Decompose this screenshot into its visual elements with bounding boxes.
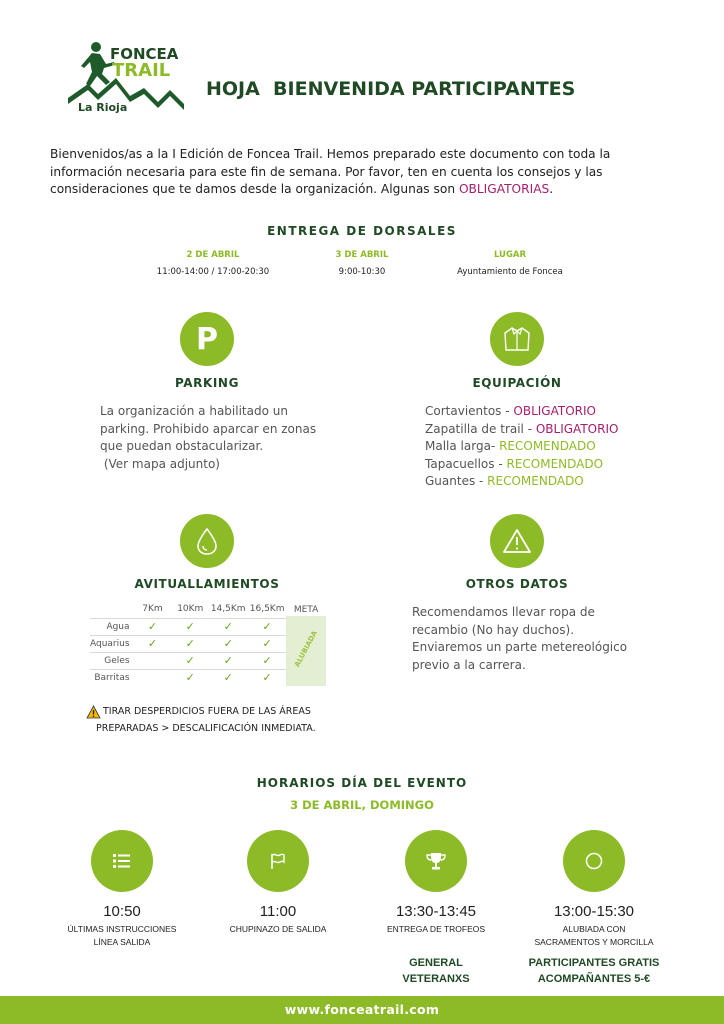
footer-bar — [0, 996, 724, 1024]
intro-end: . — [549, 182, 554, 196]
logo — [66, 38, 186, 122]
parking-text — [100, 403, 350, 473]
check-cell: ✓ — [133, 618, 173, 635]
event-desc: ENTREGA DE TROFEOS — [386, 924, 486, 934]
column-header: 14,5Km — [210, 604, 246, 615]
equipacion-item: Zapatilla de trail - OBLIGATORIO — [425, 421, 619, 436]
event-extra: GENERAL VETERANXS — [402, 957, 470, 985]
jacket-icon — [490, 312, 544, 366]
alert-icon — [490, 514, 544, 568]
horarios-title: HORARIOS DÍA DEL EVENTO — [256, 776, 468, 790]
flag-icon — [247, 830, 309, 892]
row-label: Aquarius — [90, 635, 133, 652]
check-cell: ✓ — [208, 669, 248, 686]
event-time: 13:00-15:30 — [553, 903, 635, 920]
otros-title: OTROS DATOS — [465, 577, 569, 591]
logo-trail: TRAIL — [112, 60, 171, 81]
check-cell: ✓ — [248, 669, 286, 686]
otros-line: Recomendamos llevar ropa de — [412, 605, 595, 619]
equipacion-item: Tapacuellos - RECOMENDADO — [425, 456, 604, 471]
equipacion-title: EQUIPACIÓN — [472, 376, 562, 390]
column-header: META — [293, 604, 319, 615]
intro-paragraph — [50, 146, 680, 199]
check-cell: ✓ — [208, 618, 248, 635]
check-cell: ✓ — [172, 669, 208, 686]
equipacion-item: Malla larga- RECOMENDADO — [425, 439, 596, 453]
table-row — [90, 669, 326, 686]
dorsales-title: ENTREGA DE DORSALES — [267, 224, 457, 238]
row-label: Agua — [90, 618, 133, 635]
dorsales-head: 3 DE ABRIL — [335, 250, 389, 260]
dorsales-col-2 — [302, 250, 422, 277]
column-header: 16,5Km — [249, 604, 285, 615]
check-cell: ✓ — [248, 652, 286, 669]
check-cell: ✓ — [248, 635, 286, 652]
check-cell — [133, 652, 173, 669]
check-cell: ✓ — [133, 635, 173, 652]
event-desc: ALUBIADA CON SACRAMENTOS Y MORCILLA — [534, 924, 654, 947]
dorsales-head: LUGAR — [493, 250, 527, 260]
otros-text — [412, 604, 692, 674]
intro-text: Bienvenidos/as a la I Edición de Foncea Trail. Hemos preparado este documento con toda la información necesaria para este fin de semana. Por favor, ten en cuenta los consejos y las consideraciones que te damos desde la organización. Algunas son — [50, 147, 611, 196]
dorsales-col-3 — [440, 250, 580, 277]
otros-line: Enviaremos un parte metereológico — [412, 640, 628, 654]
avituallamientos-title: AVITUALLAMIENTOS — [134, 577, 280, 591]
equipacion-item: Guantes - RECOMENDADO — [425, 474, 584, 488]
plate-icon — [563, 830, 625, 892]
event-time: 11:00 — [259, 903, 297, 920]
dorsales-head: 2 DE ABRIL — [186, 250, 240, 260]
row-label: Geles — [90, 652, 133, 669]
check-cell: ✓ — [248, 618, 286, 635]
page-title: HOJA BIENVENIDA PARTICIPANTES — [206, 78, 576, 100]
check-cell — [133, 669, 173, 686]
water-drop-icon — [180, 514, 234, 568]
trophy-icon — [405, 830, 467, 892]
check-cell: ✓ — [208, 635, 248, 652]
event-desc: ÚLTIMAS INSTRUCCIONES LÍNEA SALIDA — [67, 924, 177, 947]
dorsales-value: Ayuntamiento de Foncea — [457, 267, 563, 277]
list-icon — [91, 830, 153, 892]
dorsales-value: 11:00-14:00 / 17:00-20:30 — [156, 267, 270, 277]
parking-icon — [180, 312, 234, 366]
table-row — [90, 635, 326, 652]
logo-region: La Rioja — [78, 101, 128, 114]
check-cell: ✓ — [208, 652, 248, 669]
avituallamientos-table — [90, 601, 326, 686]
check-cell: ✓ — [172, 635, 208, 652]
check-cell: ✓ — [172, 618, 208, 635]
warning-icon — [86, 705, 101, 719]
warning-line: TIRAR DESPERDICIOS FUERA DE LAS ÁREAS — [103, 706, 311, 717]
parking-line: (Ver mapa adjunto) — [100, 456, 220, 471]
event-desc: CHUPINAZO DE SALIDA — [229, 924, 327, 934]
equipacion-list — [425, 403, 685, 491]
logo-foncea: FONCEA — [110, 45, 179, 63]
parking-line: parking. Prohibido aparcar en zonas — [100, 421, 317, 436]
event-extra: PARTICIPANTES GRATIS ACOMPAÑANTES 5-€ — [528, 957, 660, 985]
parking-letter: P — [196, 321, 218, 357]
horarios-date: 3 DE ABRIL, DOMINGO — [290, 798, 434, 812]
dorsales-col-1 — [143, 250, 283, 277]
meta-label: ALUBIADA — [293, 629, 319, 669]
table-row — [90, 618, 326, 635]
column-header: 7Km — [142, 604, 163, 615]
parking-title: PARKING — [174, 376, 240, 390]
row-label: Barritas — [90, 669, 133, 686]
check-cell: ✓ — [172, 652, 208, 669]
warning-line: PREPARADAS > DESCALIFICACIÓN INMEDIATA. — [96, 723, 316, 734]
parking-line: que puedan obstacularizar. — [100, 439, 264, 453]
footer-url[interactable]: www.fonceatrail.com — [284, 1002, 440, 1017]
otros-line: previo a la carrera. — [412, 657, 526, 672]
equipacion-item: Cortavientos - OBLIGATORIO — [425, 404, 596, 418]
event-time: 13:30-13:45 — [395, 903, 477, 920]
otros-line: recambio (No hay duchos). — [412, 622, 575, 637]
table-header-row — [90, 601, 326, 618]
column-header: 10Km — [177, 604, 204, 615]
dorsales-value: 9:00-10:30 — [338, 267, 386, 277]
event-time: 10:50 — [103, 903, 141, 920]
parking-line: La organización a habilitado un — [100, 404, 288, 418]
table-row — [90, 652, 326, 669]
intro-highlight: OBLIGATORIAS — [458, 182, 550, 196]
